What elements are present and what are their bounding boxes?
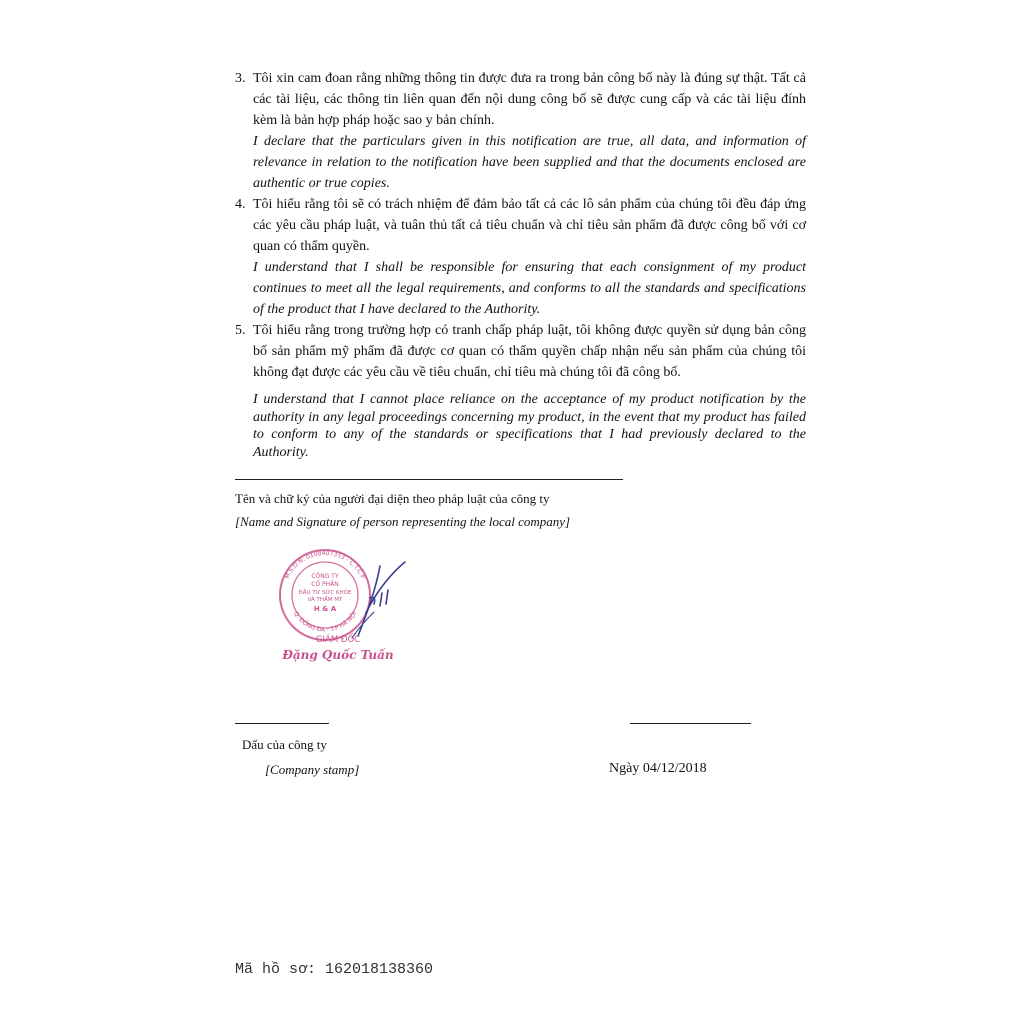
declaration-item-3: [235, 68, 806, 194]
declaration-item-4: [235, 194, 806, 320]
declaration-text-en: I understand that I cannot place reliance on the acceptance of my product notification by the authority in any legal proceedings concerning my product, in the event that my product has failed to conform to any of the standards or specifications that I had previously declared to the Authority.: [253, 392, 806, 460]
stamp-label-vi: Dấu của công ty: [242, 737, 327, 752]
declaration-text-en: I understand that I shall be responsible for ensuring that each consignment of my product continues to meet all the legal requirements, and conforms to all the standards and specifications of the product that I have declared to the Authority.: [253, 260, 806, 317]
company-stamp-signature: [270, 538, 420, 673]
declaration-item-5: [235, 320, 806, 461]
signer-name: Đặng Quốc Tuấn: [282, 648, 394, 662]
signer-title: GIÁM ĐỐC: [315, 635, 361, 645]
stamp-line: H & A: [313, 605, 337, 613]
stamp-line: ĐẦU TƯ SỨC KHỎE: [298, 590, 352, 596]
stamp-ring-text: M.S.D.N: 0108407353 - C.T.C.P: [283, 549, 367, 581]
document-date: Ngày 04/12/2018: [609, 761, 707, 776]
item-number: 4.: [235, 197, 246, 212]
stamp-label-en: [Company stamp]: [265, 762, 360, 777]
stamp-ring-bottom: Q. ĐỐNG ĐA - T.P HÀ NỘI: [291, 610, 359, 634]
signature-line: [235, 479, 623, 480]
declaration-text-vi: Tôi hiểu rằng trong trường hợp có tranh chấp pháp luật, tôi không được quyền sử dụng bản công bố sản phẩm mỹ phẩm đã được cơ quan có thẩm quyền chấp nhận nếu sản phẩm của chúng tôi không đạt được các yêu cầu về tiêu chuẩn, chỉ tiêu mà chúng tôi đã công bố.: [253, 323, 806, 380]
declaration-text-en: I declare that the particulars given in this notification are true, all data, and information of relevance in relation to the notification have been supplied and that the documents enclosed are authentic or true copies.: [253, 134, 806, 191]
company-stamp-icon: [270, 538, 420, 673]
declaration-text-vi: Tôi xin cam đoan rằng những thông tin được đưa ra trong bản công bố này là đúng sự thật. Tất cả các tài liệu, các thông tin liên quan đến nội dung công bố sẽ được cung cấp và các tài liệu đính kèm là bản hợp pháp hoặc sao y bản chính.: [253, 71, 806, 128]
date-line-rule: [630, 723, 751, 724]
item-number: 5.: [235, 323, 246, 338]
declaration-text-vi: Tôi hiểu rằng tôi sẽ có trách nhiệm để đảm bảo tất cả các lô sản phẩm của chúng tôi đều đáp ứng các yêu cầu pháp luật, và tuân thủ tất cả tiêu chuẩn và chỉ tiêu sản phẩm đã được công bố với cơ quan có thẩm quyền.: [253, 197, 806, 254]
signature-label-en: [Name and Signature of person representing the local company]: [235, 514, 571, 529]
signature-label-vi: Tên và chữ ký của người đại diện theo pháp luật của công ty: [235, 491, 550, 506]
svg-text:Q. ĐỐNG ĐA - T.P HÀ NỘI: [292, 611, 358, 634]
stamp-line-rule: [235, 723, 329, 724]
stamp-line: VÀ THẨM MỸ: [307, 597, 343, 603]
stamp-line: CÔNG TY: [311, 573, 339, 580]
stamp-line: CỔ PHẦN: [311, 581, 339, 588]
record-code: Mã hồ sơ: 162018138360: [235, 961, 434, 978]
item-number: 3.: [235, 71, 246, 86]
